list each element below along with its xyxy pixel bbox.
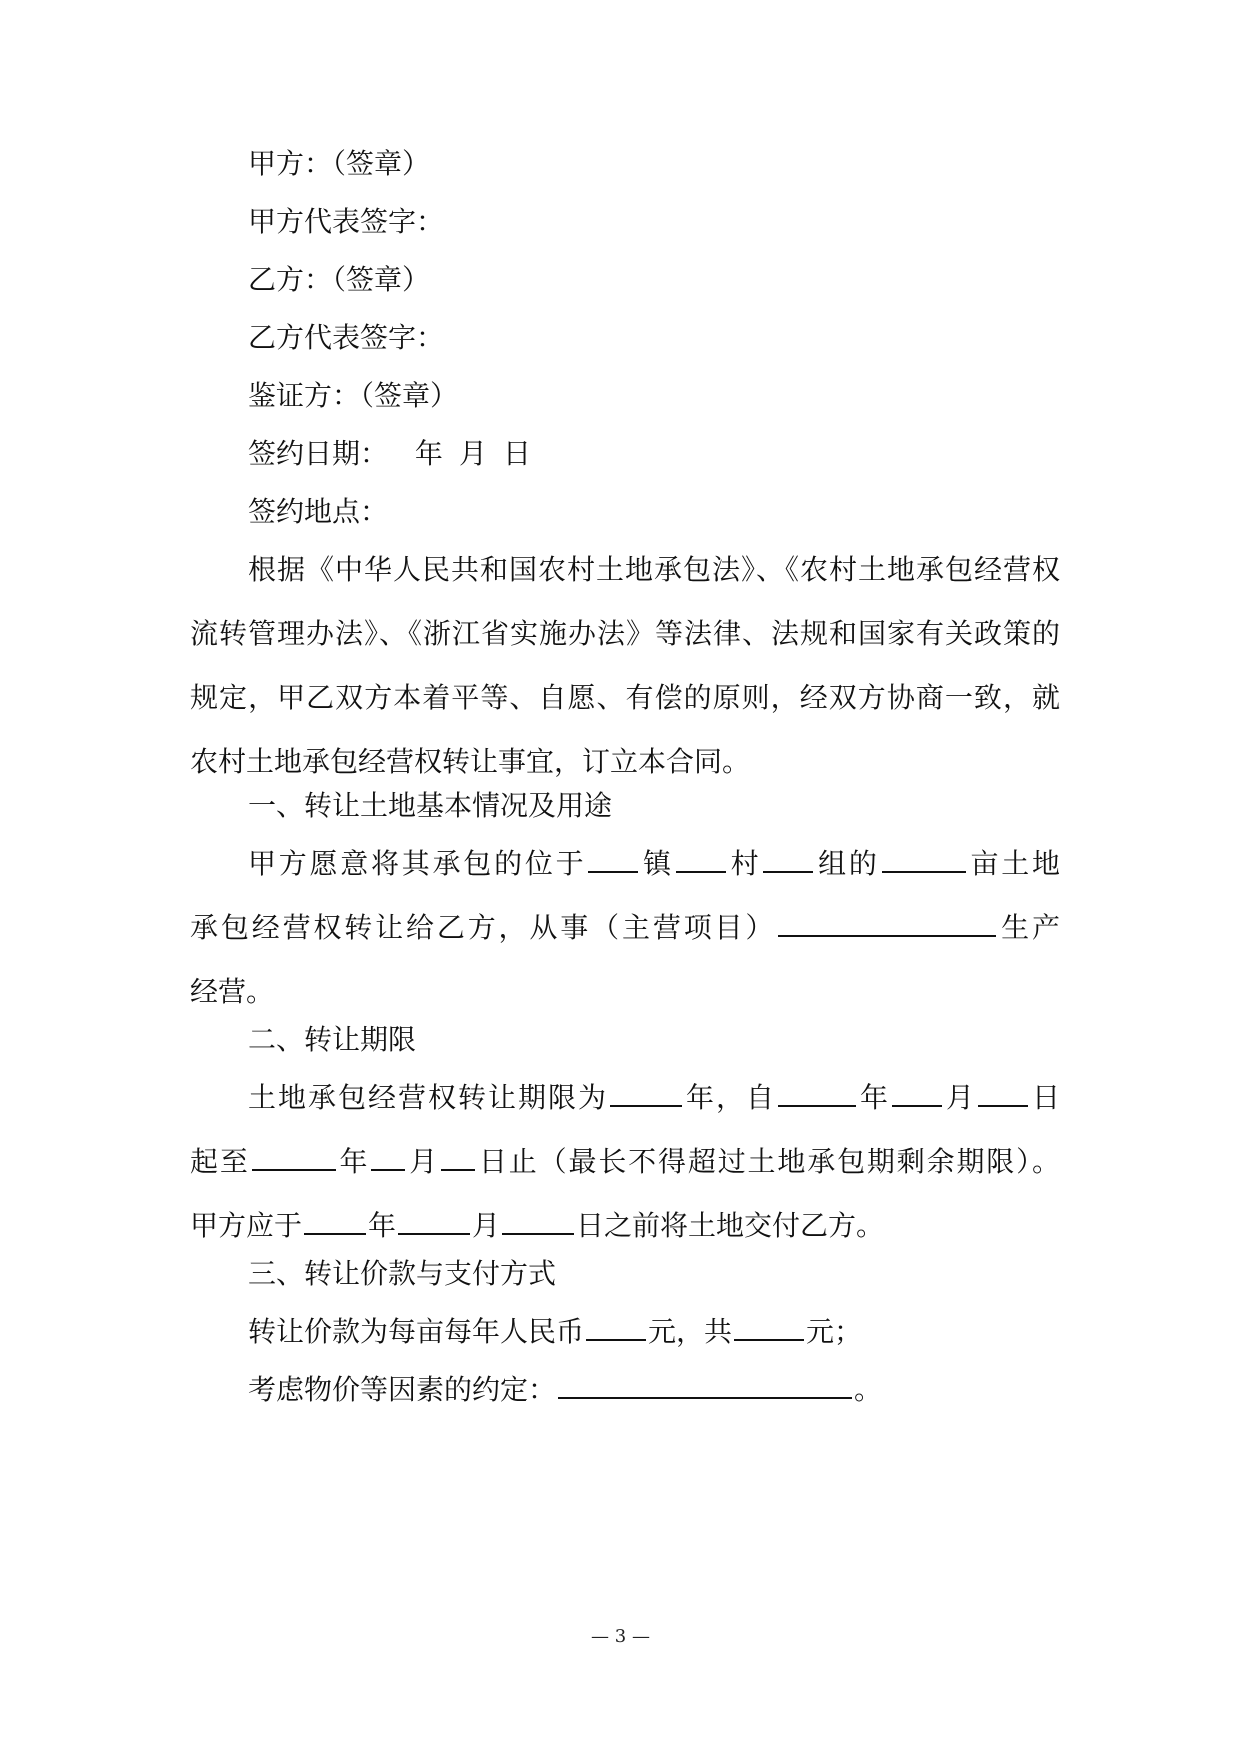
preamble-line: 流转管理办法》、《浙江省实施办法》等法律、法规和国家有关政策的	[190, 617, 1060, 650]
price-adjustment-line: 考虑物价等因素的约定： 。	[248, 1373, 883, 1406]
witness-seal: 鉴证方：（签章）	[248, 379, 459, 412]
section2-line: 土地承包经营权转让期限为 年，自 年 月 日	[248, 1081, 1060, 1114]
group-blank	[763, 870, 813, 873]
price-adjustment-blank	[558, 1396, 852, 1399]
end-day-blank	[441, 1168, 475, 1171]
area-blank	[882, 870, 966, 873]
start-month-blank	[892, 1104, 942, 1107]
preamble-line: 根据《中华人民共和国农村土地承包法》、《农村土地承包经营权	[248, 553, 1060, 586]
signing-date-month: 月	[458, 437, 487, 470]
total-price-blank	[734, 1338, 804, 1341]
delivery-year-blank	[304, 1232, 366, 1235]
end-month-blank	[371, 1168, 405, 1171]
section1-line: 承包经营权转让给乙方，从事（主营项目） 生产	[190, 911, 1060, 944]
section1-heading: 一、转让土地基本情况及用途	[248, 789, 613, 822]
price-line: 转让价款为每亩每年人民币 元，共 元；	[248, 1315, 863, 1348]
price-per-mu-blank	[586, 1338, 646, 1341]
section1-line: 甲方愿意将其承包的位于 镇 村 组的 亩土地	[248, 847, 1060, 880]
preamble-line: 规定，甲乙双方本着平等、自愿、有偿的原则，经双方协商一致，就	[190, 681, 1060, 714]
section2-line: 甲方应于 年 月 日之前将土地交付乙方。	[190, 1209, 885, 1242]
signing-date-label: 签约日期：	[248, 437, 389, 470]
signing-date-day: 日	[502, 437, 531, 470]
section1-line: 经营。	[190, 975, 275, 1008]
page-number: — 3 —	[591, 1626, 650, 1647]
end-year-blank	[252, 1168, 336, 1171]
preamble-paragraph	[190, 550, 1060, 806]
start-year-blank	[778, 1104, 856, 1107]
town-blank	[588, 870, 638, 873]
main-project-blank	[778, 934, 996, 937]
section2-paragraph	[190, 1078, 1060, 1270]
preamble-line: 农村土地承包经营权转让事宜，订立本合同。	[190, 745, 751, 778]
section3-heading: 三、转让价款与支付方式	[248, 1257, 557, 1290]
term-years-blank	[610, 1104, 682, 1107]
delivery-month-blank	[398, 1232, 470, 1235]
section2-heading: 二、转让期限	[248, 1023, 417, 1056]
village-blank	[676, 870, 726, 873]
party-a-seal: 甲方：（签章）	[248, 147, 431, 180]
section1-paragraph	[190, 844, 1060, 1036]
start-day-blank	[978, 1104, 1028, 1107]
signing-date-year: 年	[414, 437, 443, 470]
party-b-rep-signature: 乙方代表签字：	[248, 321, 445, 354]
section2-line: 起至 年 月 日止（最长不得超过土地承包期剩余期限）。	[190, 1145, 1060, 1178]
signing-date	[248, 434, 531, 474]
party-a-rep-signature: 甲方代表签字：	[248, 205, 445, 238]
signing-place: 签约地点：	[248, 495, 389, 528]
party-b-seal: 乙方：（签章）	[248, 263, 431, 296]
delivery-day-blank	[502, 1232, 574, 1235]
